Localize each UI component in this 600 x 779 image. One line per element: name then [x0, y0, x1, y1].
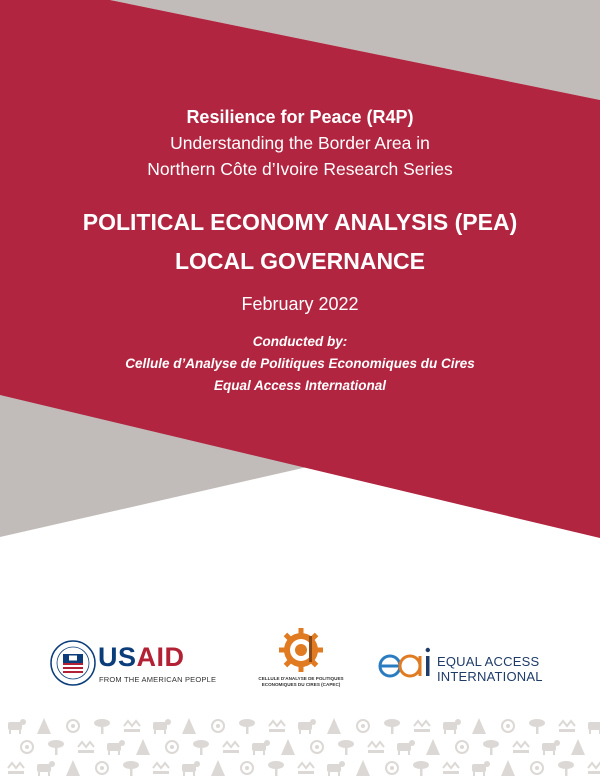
pattern-shape — [444, 730, 446, 734]
pattern-shape — [193, 740, 209, 748]
pattern-shape — [588, 771, 600, 774]
pattern-shape — [25, 745, 29, 749]
pattern-shape — [48, 772, 50, 776]
pattern-shape — [119, 740, 125, 746]
pattern-shape — [216, 724, 220, 728]
pattern-shape — [136, 739, 150, 755]
capec-caption-line2: ECONOMIQUES DU CIRES (CAPEC) — [261, 682, 341, 687]
pattern-shape — [483, 772, 485, 776]
capec-caption-line1: CELLULE D'ANALYSE DE POLITIQUES — [258, 676, 344, 681]
pattern-shape — [38, 772, 40, 776]
pattern-shape — [194, 761, 200, 767]
pattern-shape — [269, 729, 285, 732]
usaid-wordmark-us: US — [98, 642, 137, 672]
pattern-shape — [298, 771, 314, 774]
publication-date: February 2022 — [241, 294, 359, 314]
pattern-shape — [472, 718, 486, 734]
pattern-shape — [443, 771, 459, 774]
pattern-shape — [338, 772, 340, 776]
pattern-shape — [413, 761, 429, 769]
pattern-shape — [543, 751, 545, 755]
pattern-shape — [211, 760, 225, 776]
conducted-by-label: Conducted by: — [252, 334, 348, 349]
pattern-shape — [100, 766, 104, 770]
pattern-shape — [268, 761, 284, 769]
usaid-wordmark — [98, 642, 185, 673]
pattern-shape — [154, 730, 156, 734]
eai-name-line2: INTERNATIONAL — [437, 669, 543, 684]
pattern-shape — [408, 751, 410, 755]
pattern-shape — [165, 719, 171, 725]
pattern-shape — [182, 718, 196, 734]
pattern-shape — [338, 740, 354, 748]
pattern-shape — [484, 761, 490, 767]
partner-logos — [0, 622, 600, 702]
pattern-shape — [554, 740, 560, 746]
capec-gear-icon — [246, 626, 356, 676]
pattern-shape — [8, 771, 24, 774]
main-title-line2: LOCAL GOVERNANCE — [174, 248, 426, 274]
usaid-wordmark-aid: AID — [136, 642, 185, 672]
pattern-shape — [390, 766, 394, 770]
pattern-shape — [124, 721, 140, 726]
pattern-shape — [118, 751, 120, 755]
pattern-shape — [182, 764, 196, 772]
eai-name-line1: EQUAL ACCESS — [437, 654, 540, 669]
pattern-shape — [183, 772, 185, 776]
pattern-shape — [20, 719, 26, 725]
pattern-shape — [327, 718, 341, 734]
pattern-shape — [264, 740, 270, 746]
pattern-shape — [588, 722, 600, 730]
pattern-shape — [473, 772, 475, 776]
series-subtitle-line1: Understanding the Border Area in — [170, 133, 430, 153]
pattern-shape — [78, 750, 94, 753]
pattern-shape — [513, 750, 529, 753]
pattern-shape — [94, 719, 110, 727]
series-subtitle-line2: Northern Côte d’Ivoire Research Series — [147, 159, 453, 179]
pattern-shape — [253, 751, 255, 755]
pattern-shape — [223, 750, 239, 753]
pattern-shape — [443, 763, 459, 768]
pattern-shape — [409, 740, 415, 746]
pattern-shape — [71, 724, 75, 728]
pattern-shape — [328, 772, 330, 776]
pattern-shape — [298, 722, 312, 730]
pattern-shape — [368, 750, 384, 753]
pattern-shape — [263, 751, 265, 755]
pattern-shape — [8, 763, 24, 768]
eai-logo — [378, 642, 548, 686]
pattern-shape — [164, 730, 166, 734]
pattern-shape — [108, 751, 110, 755]
pattern-shape — [49, 761, 55, 767]
pattern-shape — [506, 724, 510, 728]
usaid-seal-icon — [50, 640, 96, 686]
pattern-shape — [269, 721, 285, 726]
pattern-shape — [299, 730, 301, 734]
pattern-shape — [455, 719, 461, 725]
pattern-shape — [368, 742, 384, 747]
usaid-logo — [50, 638, 217, 688]
pattern-shape — [559, 729, 575, 732]
pattern-shape — [513, 742, 529, 747]
pattern-shape — [426, 739, 440, 755]
pattern-shape — [153, 722, 167, 730]
pattern-shape — [361, 724, 365, 728]
pattern-shape — [193, 772, 195, 776]
pattern-shape — [9, 730, 11, 734]
pattern-shape — [48, 740, 64, 748]
pattern-shape — [281, 739, 295, 755]
pattern-shape — [571, 739, 585, 755]
pattern-shape — [535, 766, 539, 770]
pattern-shape — [66, 760, 80, 776]
pattern-shape — [559, 721, 575, 726]
pattern-shape — [529, 719, 545, 727]
main-title-line1: POLITICAL ECONOMY ANALYSIS (PEA) — [82, 209, 518, 235]
pattern-shape — [384, 719, 400, 727]
pattern-shape — [414, 729, 430, 732]
pattern-shape — [589, 730, 591, 734]
pattern-shape — [170, 745, 174, 749]
pattern-shape — [315, 745, 319, 749]
pattern-shape — [252, 743, 266, 751]
pattern-shape — [397, 743, 411, 751]
pattern-shape — [588, 763, 600, 768]
pattern-shape — [124, 729, 140, 732]
pattern-shape — [298, 763, 314, 768]
pattern-shape — [107, 743, 121, 751]
pattern-shape — [501, 760, 515, 776]
pattern-shape — [37, 718, 51, 734]
pattern-shape — [245, 766, 249, 770]
pattern-shape — [472, 764, 486, 772]
pattern-shape — [542, 743, 556, 751]
pattern-shape — [19, 730, 21, 734]
pattern-shape — [339, 761, 345, 767]
pattern-shape — [414, 721, 430, 726]
decorative-pattern-strip — [0, 712, 600, 779]
pattern-shape — [153, 771, 169, 774]
pattern-shape — [123, 761, 139, 769]
series-title: Resilience for Peace (R4P) — [186, 107, 414, 127]
pattern-shape — [460, 745, 464, 749]
pattern-shape — [558, 761, 574, 769]
pattern-shape — [37, 764, 51, 772]
capec-logo — [246, 626, 356, 692]
pattern-shape — [483, 740, 499, 748]
eai-mark-icon — [378, 642, 434, 686]
pattern-shape — [356, 760, 370, 776]
pattern-shape — [78, 742, 94, 747]
pattern-shape — [553, 751, 555, 755]
pattern-shape — [309, 730, 311, 734]
usaid-tagline: FROM THE AMERICAN PEOPLE — [99, 675, 217, 684]
pattern-shape — [8, 722, 22, 730]
pattern-shape — [443, 722, 457, 730]
pattern-shape — [398, 751, 400, 755]
pattern-shape — [239, 719, 255, 727]
pattern-shape — [310, 719, 316, 725]
organization-1: Cellule d’Analyse de Politiques Economiques du Cires — [125, 356, 475, 371]
pattern-shape — [153, 763, 169, 768]
pattern-shape — [454, 730, 456, 734]
organization-2: Equal Access International — [213, 378, 387, 393]
pattern-shape — [327, 764, 341, 772]
pattern-shape — [223, 742, 239, 747]
